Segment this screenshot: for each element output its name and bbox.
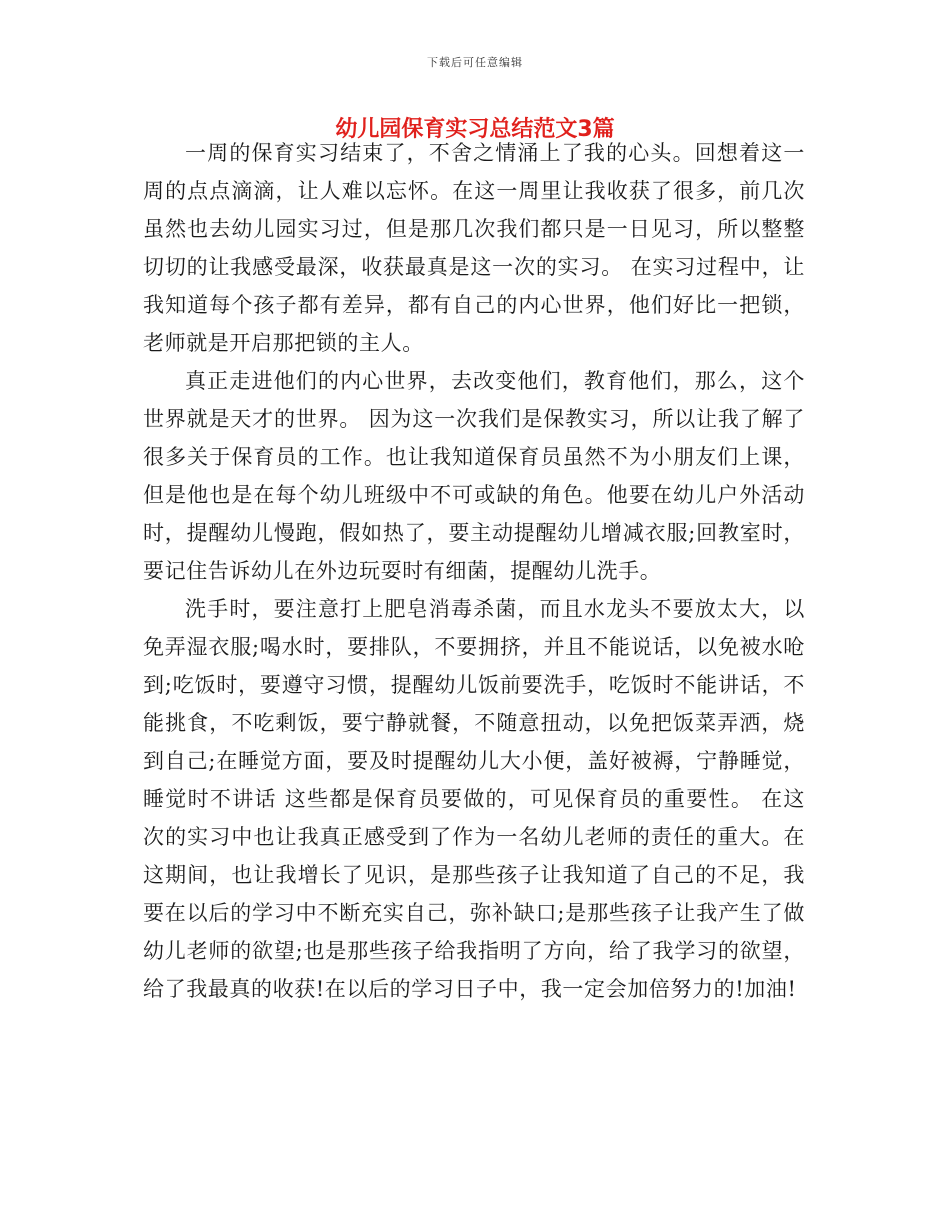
paragraph-1: 一周的保育实习结束了，不舍之情涌上了我的心头。回想着这一周的点点滴滴，让人难以忘怀。在这一周里让我收获了很多，前几次虽然也去幼儿园实习过，但是那几次我们都只是一日见习，所以整整切切的让我感受最深，收获最真是这一次的实习。 在实习过程中，让我知道每个孩子都有差异，都有自己的内心世界，他们好比一把锁，老师就是开启那把锁的主人。: [143, 141, 805, 355]
paragraph-3: 洗手时，要注意打上肥皂消毒杀菌，而且水龙头不要放太大，以免弄湿衣服;喝水时，要排队，不要拥挤，并且不能说话，以免被水呛到;吃饭时，要遵守习惯，提醒幼儿饭前要洗手，吃饭时不能讲话，不能挑食，不吃剩饭，要宁静就餐，不随意扭动，以免把饭菜弄洒，烧到自己;在睡觉方面，要及时提醒幼儿大小便，盖好被褥，宁静睡觉，睡觉时不讲话 这些都是保育员要做的，可见保育员的重要性。 在这次的实习中也让我真正感受到了作为一名幼儿老师的责任的重大。在这期间，也让我增长了见识，是那些孩子让我知道了自己的不足，我要在以后的学习中不断充实自己，弥补缺口;是那些孩子让我产生了做幼儿老师的欲望;也是那些孩子给我指明了方向，给了我学习的欲望，给了我最真的收获!在以后的学习日子中，我一定会加倍努力的!加油!: [143, 597, 805, 1001]
paragraph-2: 真正走进他们的内心世界，去改变他们，教育他们，那么，这个世界就是天才的世界。 因为这一次我们是保教实习，所以让我了解了很多关于保育员的工作。也让我知道保育员虽然不为小朋友们上课，但是他也是在每个幼儿班级中不可或缺的角色。他要在幼儿户外活动时，提醒幼儿慢跑，假如热了，要主动提醒幼儿增减衣服;回教室时，要记住告诉幼儿在外边玩耍时有细菌，提醒幼儿洗手。: [143, 369, 805, 583]
header-note: 下载后可任意编辑: [427, 56, 523, 69]
document-body: [143, 134, 805, 1008]
document-title: 幼儿园保育实习总结范文3篇: [335, 117, 615, 142]
